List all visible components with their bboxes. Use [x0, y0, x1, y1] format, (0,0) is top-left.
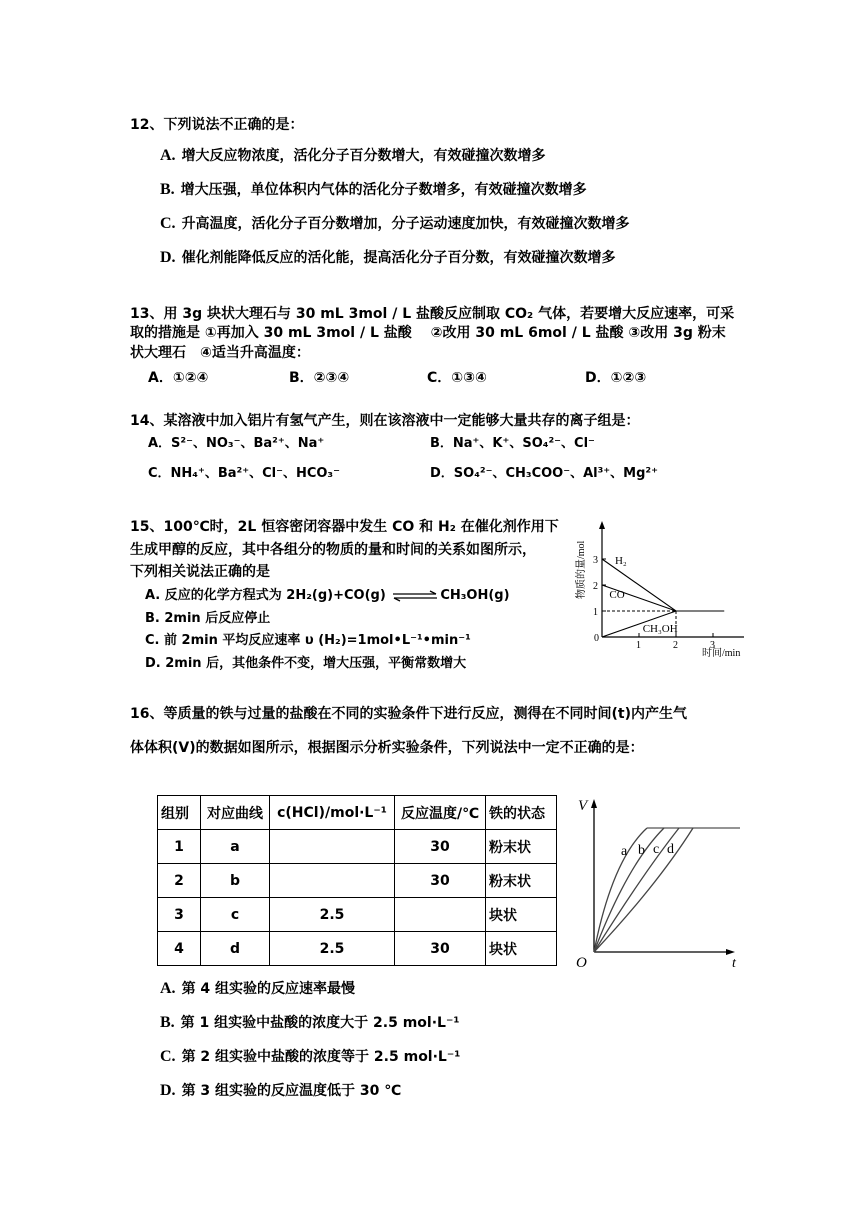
q16-option-c[interactable]: [160, 1046, 460, 1066]
q15-option-b[interactable]: B. 2min 后反应停止: [145, 611, 271, 626]
table-row: [158, 932, 557, 966]
table-cell: 4: [158, 932, 201, 966]
q15-line-2: 生成甲醇的反应，其中各组分的物质的量和时间的关系如图所示，: [130, 542, 536, 558]
table-cell: 30: [395, 830, 486, 864]
q15-option-d[interactable]: D. 2min 后，其他条件不变，增大压强，平衡常数增大: [145, 656, 467, 671]
option-text: 第 3 组实验的反应温度低于 30 ℃: [181, 1083, 402, 1099]
table-header-row: [158, 796, 557, 830]
option-text: 催化剂能降低反应的活化能，提高活化分子百分数，有效碰撞次数增多: [181, 250, 616, 266]
table-cell: d: [201, 932, 270, 966]
q16-curve-label-d: d: [667, 842, 674, 857]
q16-option-b[interactable]: [160, 1012, 459, 1032]
q12-option-c[interactable]: [160, 213, 630, 233]
q16-origin-label: O: [576, 955, 587, 970]
option-letter: B.: [160, 1014, 175, 1031]
table-cell: 1: [158, 830, 201, 864]
q16-chart: [572, 790, 752, 970]
y-tick-label: 2: [593, 581, 598, 592]
q12-option-a[interactable]: [160, 145, 546, 165]
q15-y-axis-label: 物质的量/mol: [576, 540, 587, 599]
table-header: c(HCl)/mol·L⁻¹: [270, 796, 395, 830]
q16-line-1: 16、等质量的铁与过量的盐酸在不同的实验条件下进行反应，测得在不同时间(t)内产生气: [130, 706, 687, 722]
q12-stem: 12、下列说法不正确的是：: [130, 117, 304, 133]
q16-line-2: 体体积(V)的数据如图所示，根据图示分析实验条件，下列说法中一定不正确的是：: [130, 740, 644, 756]
option-letter: C.: [160, 1048, 176, 1065]
table-cell: 2.5: [270, 898, 395, 932]
table-header: 对应曲线: [201, 796, 270, 830]
y-tick-label: 1: [593, 607, 598, 618]
option-letter: A.: [160, 147, 176, 164]
option-letter: D.: [160, 1082, 176, 1099]
table-cell: 3: [158, 898, 201, 932]
table-header: 组别: [158, 796, 201, 830]
q14-option-b[interactable]: B．Na⁺、K⁺、SO₄²⁻、Cl⁻: [430, 436, 595, 451]
table-cell: 2: [158, 864, 201, 898]
q15-option-a-pre: A. 反应的化学方程式为 2H₂(g)+CO(g): [145, 588, 386, 603]
q15-option-c[interactable]: C. 前 2min 平均反应速率 υ (H₂)=1mol•L⁻¹•min⁻¹: [145, 633, 471, 648]
table-row: [158, 830, 557, 864]
q16-y-axis-label: V: [578, 798, 588, 814]
table-cell: [270, 864, 395, 898]
option-letter: D.: [160, 249, 176, 266]
q13-line-3: 状大理石 ④适当升高温度：: [130, 345, 310, 361]
equilibrium-arrow-icon: [392, 590, 438, 602]
option-letter: C.: [160, 215, 176, 232]
q15-line-1: 15、100℃时，2L 恒容密闭容器中发生 CO 和 H₂ 在催化剂作用下: [130, 519, 559, 535]
table-cell: c: [201, 898, 270, 932]
option-text: 第 2 组实验中盐酸的浓度等于 2.5 mol·L⁻¹: [181, 1049, 461, 1065]
q15-option-a-post: CH₃OH(g): [440, 588, 510, 603]
q13-option-c[interactable]: C．①③④: [427, 370, 487, 386]
table-cell: [270, 830, 395, 864]
table-header: 铁的状态: [486, 796, 557, 830]
series-label-3: CH₃OH: [642, 623, 678, 635]
q13-option-b[interactable]: B．②③④: [289, 370, 350, 386]
table-cell: 2.5: [270, 932, 395, 966]
option-text: 第 1 组实验中盐酸的浓度大于 2.5 mol·L⁻¹: [180, 1015, 460, 1031]
table-cell: 块状: [486, 932, 557, 966]
x-tick-label: 3: [710, 640, 715, 651]
x-tick-label: 2: [673, 640, 678, 651]
option-letter: B.: [160, 181, 175, 198]
table-cell: a: [201, 830, 270, 864]
q15-option-a[interactable]: [145, 584, 510, 603]
q15-line-3: 下列相关说法正确的是: [130, 564, 270, 580]
table-cell: 粉末状: [486, 864, 557, 898]
table-cell: 粉末状: [486, 830, 557, 864]
table-cell: 30: [395, 932, 486, 966]
option-text: 增大反应物浓度，活化分子百分数增大，有效碰撞次数增多: [181, 148, 546, 164]
q13-line-1: 13、用 3g 块状大理石与 30 mL 3mol / L 盐酸反应制取 CO₂ 气体，若要增大反应速率，可采: [130, 306, 735, 322]
q15-origin-label: 0: [594, 633, 599, 644]
table-cell: b: [201, 864, 270, 898]
option-text: 升高温度，活化分子百分数增加，分子运动速度加快，有效碰撞次数增多: [181, 216, 630, 232]
q13-option-d[interactable]: D．①②③: [585, 370, 647, 386]
experiment-table: [157, 795, 557, 966]
q16-x-axis-label: t: [732, 956, 736, 970]
option-text: 增大压强，单位体积内气体的活化分子数增多，有效碰撞次数增多: [180, 182, 587, 198]
series-label-2: CO: [609, 589, 625, 601]
q16-curve-label-c: c: [653, 842, 660, 857]
q13-line-2: 取的措施是 ①再加入 30 mL 3mol / L 盐酸 ②改用 30 mL 6mol / L 盐酸 ③改用 3g 粉末: [130, 325, 726, 341]
q15-axes: [599, 521, 744, 637]
option-letter: A.: [160, 980, 176, 997]
q16-curve-label-a: a: [621, 844, 628, 859]
table-header: 反应温度/℃: [395, 796, 486, 830]
q16-option-d[interactable]: [160, 1080, 401, 1100]
table-cell: [395, 898, 486, 932]
q14-option-c[interactable]: C．NH₄⁺、Ba²⁺、Cl⁻、HCO₃⁻: [148, 466, 340, 481]
q14-option-d[interactable]: D．SO₄²⁻、CH₃COO⁻、Al³⁺、Mg²⁺: [430, 466, 658, 481]
table-row: [158, 898, 557, 932]
q14-stem: 14、某溶液中加入铝片有氢气产生，则在该溶液中一定能够大量共存的离子组是：: [130, 413, 640, 429]
table-cell: 块状: [486, 898, 557, 932]
q13-option-a[interactable]: A．①②④: [148, 370, 209, 386]
series-label-1: H₂: [614, 555, 627, 567]
q16-curve-label-b: b: [638, 843, 645, 858]
x-tick-label: 1: [636, 640, 641, 651]
y-tick-label: 3: [593, 555, 598, 566]
q12-option-d[interactable]: [160, 247, 616, 267]
q15-chart: [572, 515, 762, 663]
option-text: 第 4 组实验的反应速率最慢: [181, 981, 356, 997]
q15-x-axis-label: 时间/min: [702, 648, 741, 659]
q12-option-b[interactable]: [160, 179, 587, 199]
table-row: [158, 864, 557, 898]
table-cell: 30: [395, 864, 486, 898]
q14-option-a[interactable]: A．S²⁻、NO₃⁻、Ba²⁺、Na⁺: [148, 436, 325, 451]
q16-option-a[interactable]: [160, 978, 355, 998]
